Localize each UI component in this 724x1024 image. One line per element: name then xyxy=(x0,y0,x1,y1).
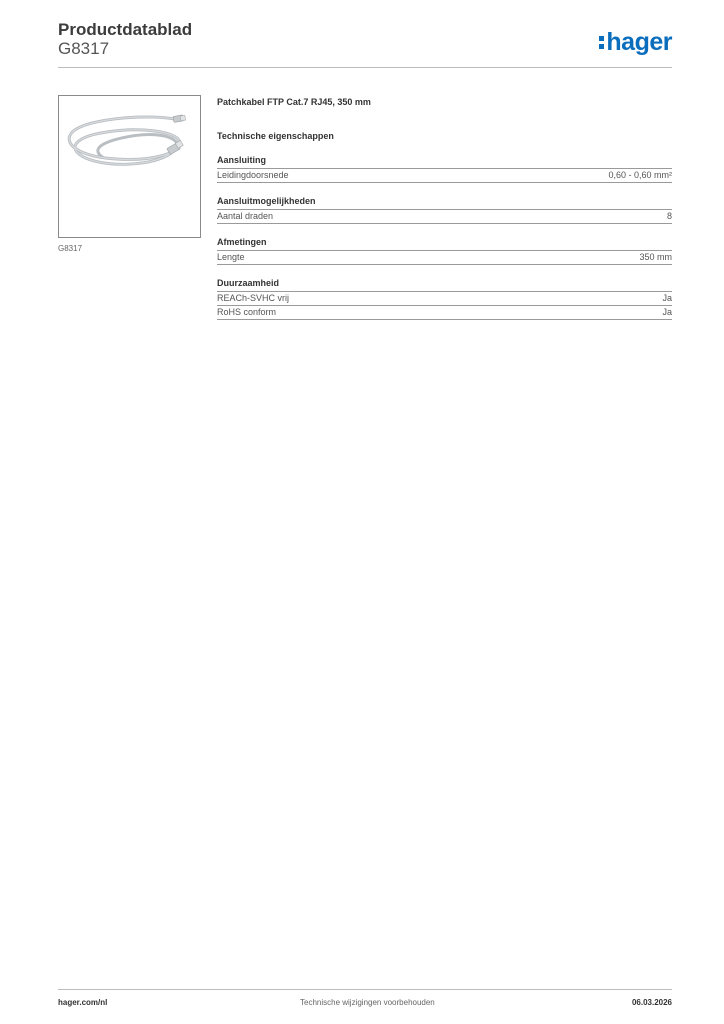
spec-value: 350 mm xyxy=(639,252,672,262)
spec-row xyxy=(217,251,672,265)
product-image xyxy=(58,95,201,238)
footer-date: 06.03.2026 xyxy=(631,998,672,1007)
logo-wordmark: hager xyxy=(606,27,672,56)
spec-section-aansluitmogelijkheden xyxy=(217,196,672,224)
spec-section-duurzaamheid xyxy=(217,278,672,320)
section-title: Aansluitmogelijkheden xyxy=(217,196,672,210)
image-caption: G8317 xyxy=(58,244,83,253)
spec-value: 0,60 - 0,60 mm² xyxy=(608,170,672,180)
product-name: Patchkabel FTP Cat.7 RJ45, 350 mm xyxy=(217,97,371,107)
spec-label: RoHS conform xyxy=(217,307,277,317)
spec-content xyxy=(217,96,672,320)
section-title: Afmetingen xyxy=(217,237,672,251)
spec-label: REACh-SVHC vrij xyxy=(217,293,290,303)
logo-dots-icon xyxy=(599,36,604,49)
page-title: Productdatablad xyxy=(58,20,193,39)
hager-logo xyxy=(599,27,672,57)
spec-row xyxy=(217,169,672,183)
footer-divider xyxy=(58,989,672,990)
spec-row xyxy=(217,306,672,320)
spec-value: Ja xyxy=(662,293,672,303)
tech-heading: Technische eigenschappen xyxy=(217,131,334,141)
footer-website: hager.com/nl xyxy=(58,998,108,1007)
spec-row xyxy=(217,292,672,306)
product-code: G8317 xyxy=(58,39,110,58)
section-title: Aansluiting xyxy=(217,155,672,169)
spec-label: Lengte xyxy=(217,252,245,262)
spec-value: 8 xyxy=(666,211,672,221)
section-title: Duurzaamheid xyxy=(217,278,672,292)
spec-row xyxy=(217,210,672,224)
footer-disclaimer: Technische wijzigingen voorbehouden xyxy=(300,998,435,1007)
spec-section-aansluiting xyxy=(217,155,672,183)
spec-label: Leidingdoorsnede xyxy=(217,170,289,180)
spec-label: Aantal draden xyxy=(217,211,274,221)
header-divider xyxy=(58,67,672,68)
spec-section-afmetingen xyxy=(217,237,672,265)
spec-value: Ja xyxy=(662,307,672,317)
patch-cable-image xyxy=(59,96,200,237)
